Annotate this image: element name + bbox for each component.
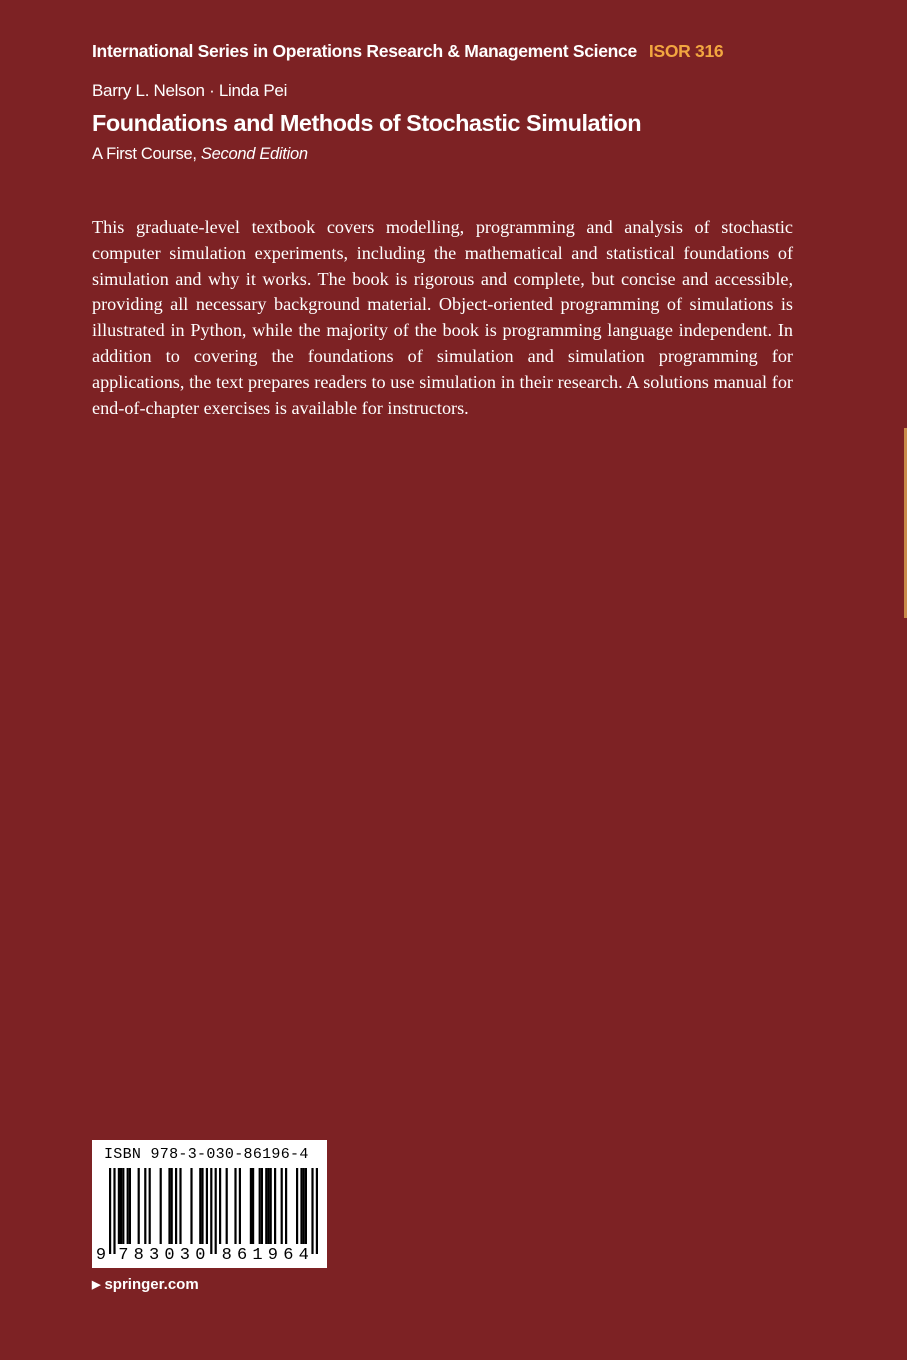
barcode-bar xyxy=(219,1168,221,1244)
barcode-bar xyxy=(190,1168,192,1244)
barcode-digit: 1 xyxy=(252,1246,263,1265)
barcode-bar xyxy=(311,1168,313,1254)
barcode-bar xyxy=(296,1168,298,1244)
barcode-digit: 9 xyxy=(267,1246,279,1265)
barcode-bar xyxy=(261,1168,263,1244)
barcode-bar xyxy=(113,1168,115,1254)
barcode-bar xyxy=(239,1168,241,1244)
barcode-bar xyxy=(274,1168,276,1244)
isbn-barcode xyxy=(92,1140,327,1268)
subtitle-main: A First Course, xyxy=(92,145,201,163)
barcode-bar xyxy=(250,1168,252,1244)
barcode-bar xyxy=(259,1168,261,1244)
book-description: This graduate-level textbook covers modelling, programming and analysis of stochastic computer simulation experiments, including the mathematical and statistical foundations of simulation and why it works. The book is rigorous and complete, but concise and accessible, providing all necessary background material. Object-oriented programming of simulations is illustrated in Python, while the majority of the book is programming language independent. In addition to covering the foundations of simulation and simulation programming for applications, the text prepares readers to use simulation in their research. A solutions manual for end-of-chapter exercises is available for instructors. xyxy=(92,217,793,418)
barcode-bar xyxy=(160,1168,162,1244)
barcode-bar xyxy=(168,1168,170,1244)
barcode-bar xyxy=(300,1168,302,1244)
barcode-bar xyxy=(210,1168,212,1254)
barcode-bar xyxy=(234,1168,236,1244)
barcode-bar xyxy=(226,1168,228,1244)
barcode-bar xyxy=(149,1168,151,1244)
barcode-bar xyxy=(127,1168,129,1244)
barcode-bar xyxy=(267,1168,269,1244)
barcode-bar xyxy=(281,1168,283,1244)
barcode-bar xyxy=(199,1168,201,1244)
barcode-bar xyxy=(109,1168,111,1254)
barcode-bar xyxy=(179,1168,181,1244)
barcode-digit: 6 xyxy=(236,1246,248,1265)
barcode-digit: 7 xyxy=(118,1246,129,1265)
authors: Barry L. Nelson · Linda Pei xyxy=(92,81,288,100)
subtitle-edition: Second Edition xyxy=(200,145,308,163)
barcode-digit: 0 xyxy=(195,1246,206,1265)
barcode-bar xyxy=(144,1168,146,1244)
barcode-bar xyxy=(316,1168,318,1254)
barcode-bar xyxy=(118,1168,120,1244)
arrow-right-icon: ▶ xyxy=(92,1279,101,1291)
barcode-bar xyxy=(201,1168,203,1244)
barcode-bar xyxy=(206,1168,208,1244)
barcode-bar xyxy=(252,1168,254,1244)
barcode-bar xyxy=(303,1168,305,1244)
publisher-link[interactable] xyxy=(92,1276,199,1293)
series-number: ISOR 316 xyxy=(648,41,724,61)
series-line xyxy=(92,41,723,62)
barcode-bar xyxy=(129,1168,131,1244)
book-title: Foundations and Methods of Stochastic Simulation xyxy=(92,110,642,136)
barcode-digit: 3 xyxy=(148,1246,160,1265)
barcode-bar xyxy=(285,1168,287,1244)
barcode-digit: 8 xyxy=(133,1246,144,1265)
series-name: International Series in Operations Research & Management Science xyxy=(92,41,637,61)
barcode-digit: 3 xyxy=(179,1246,191,1265)
book-subtitle xyxy=(92,145,308,164)
barcode-bar xyxy=(215,1168,217,1254)
barcode-bar xyxy=(171,1168,173,1244)
barcode-digit: 0 xyxy=(164,1246,175,1265)
barcode-bar xyxy=(175,1168,177,1244)
barcode-bar xyxy=(265,1168,267,1244)
barcode-bar xyxy=(120,1168,122,1244)
barcode-digit: 4 xyxy=(298,1246,309,1265)
barcode-digit: 6 xyxy=(283,1246,294,1265)
barcode-bar xyxy=(122,1168,124,1244)
isbn-label: ISBN 978-3-030-86196-4 xyxy=(104,1146,309,1163)
barcode-bar xyxy=(270,1168,272,1244)
barcode-bar xyxy=(305,1168,307,1244)
publisher-link-text: springer.com xyxy=(104,1276,199,1293)
barcode-digit: 8 xyxy=(221,1246,232,1265)
barcode-digit: 9 xyxy=(95,1246,107,1265)
barcode-bar xyxy=(138,1168,140,1244)
